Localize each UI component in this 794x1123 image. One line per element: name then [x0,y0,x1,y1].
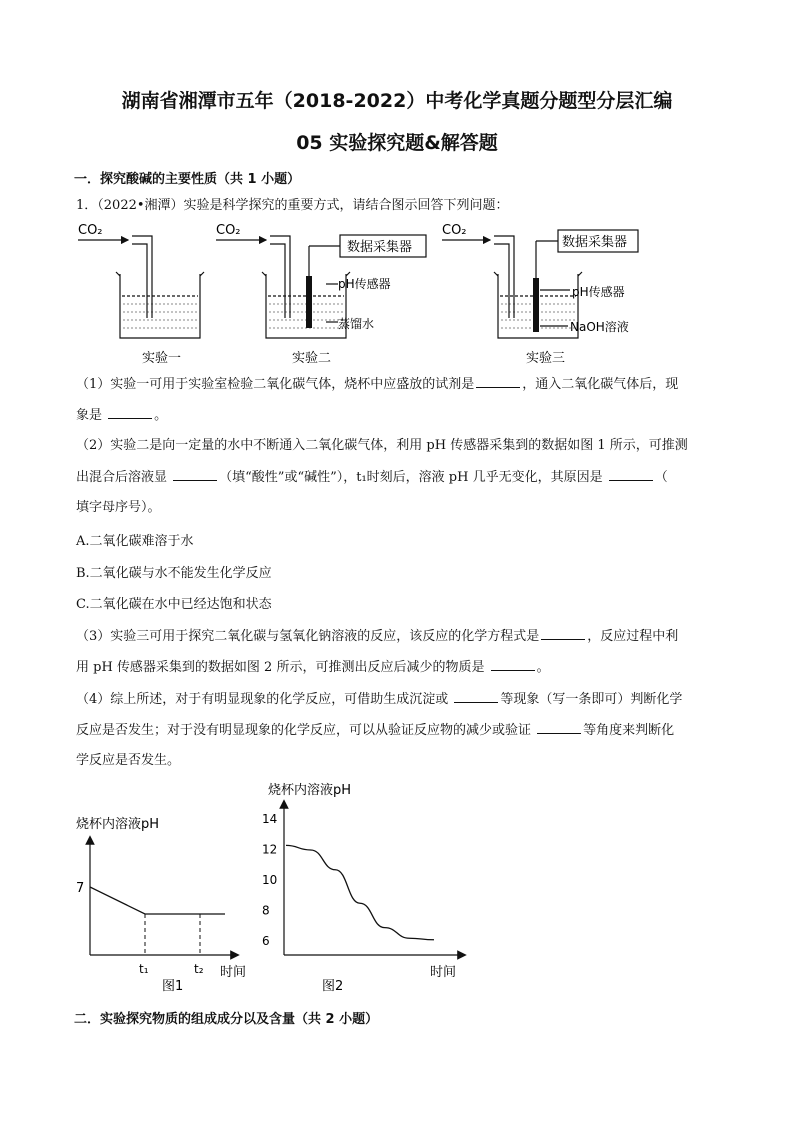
q1-text-c: 象是 [76,408,103,423]
q3-text-d: 。 [536,660,550,675]
fig2-ylabel: 烧杯内溶液pH [268,783,352,798]
fig2-series-line [286,845,434,939]
fig1-ylabel: 烧杯内溶液pH [76,817,160,832]
option-c: C.二氧化碳在水中已经达饱和状态 [76,597,272,612]
q2-text-b: 出混合后溶液显 [76,470,168,485]
fig2-ytick-label: 14 [262,812,278,826]
experiment-2-label: 实验二 [292,351,332,366]
q1-line1 [76,376,722,393]
fig2-xlabel: 时间 [430,965,457,980]
q3-text-a: （3）实验三可用于探究二氧化碳与氢氧化钠溶液的反应，该反应的化学方程式是 [76,629,540,644]
q1-blank-1[interactable] [476,376,520,388]
experiment-3-label: 实验三 [526,351,566,366]
ph-sensor-label-2: pH传感器 [338,277,391,291]
fig2-ytick-label: 12 [262,842,278,857]
option-b: B.二氧化碳与水不能发生化学反应 [76,566,272,581]
data-collector-label-3: 数据采集器 [562,235,628,250]
q4-text-d: 等角度来判断化 [583,723,675,738]
q1-line2 [76,407,722,424]
q2-line3: 填字母序号）。 [76,500,161,515]
q4-blank-2[interactable] [537,722,581,734]
q3-text-b: ，反应过程中利 [587,629,679,644]
q4-line3: 学反应是否发生。 [76,753,181,768]
q4-text-c: 反应是否发生；对于没有明显现象的化学反应，可以从验证反应物的减少或验证 [76,723,532,738]
q1-blank-2[interactable] [108,407,152,419]
option-a: A.二氧化碳难溶于水 [76,534,194,549]
q4-line2 [76,722,722,739]
co2-label-2: CO₂ [216,223,241,238]
q3-line2 [76,659,722,676]
co2-label-1: CO₂ [78,223,103,238]
section-heading-1: 一．探究酸碱的主要性质（共 1 小题） [74,172,301,187]
q2-blank-1[interactable] [173,469,217,481]
co2-label-3: CO₂ [442,223,467,238]
fig2-ytick-label: 10 [262,872,278,887]
experiment-1-label: 实验一 [142,351,182,366]
q4-line1 [76,691,722,708]
q3-text-c: 用 pH 传感器采集到的数据如图 2 所示，可推测出反应后减少的物质是 [76,660,485,675]
data-collector-label-2: 数据采集器 [347,240,413,255]
q2-blank-2[interactable] [609,469,653,481]
question-intro: 1．（2022•湘潭）实验是科学探究的重要方式，请结合图示回答下列问题： [76,198,509,213]
fig2-ytick-label: 8 [262,903,270,918]
fig1-xtick-t2: t₂ [194,962,204,976]
page-title: 湖南省湘潭市五年（2018-2022）中考化学真题分题型分层汇编 [121,90,673,112]
figure-2-chart [262,778,472,998]
q3-line1 [76,628,722,645]
apparatus-figure [70,218,670,368]
fig2-ytick-label: 6 [262,933,270,948]
ph-sensor-2 [306,276,312,328]
figure-1-chart [70,810,260,1000]
ph-sensor-3 [533,278,539,332]
fig2-title: 图2 [322,979,344,994]
q4-text-b: 等现象（写一条即可）判断化学 [500,692,683,707]
page-subtitle: 05 实验探究题&解答题 [296,132,498,154]
section-heading-2: 二．实验探究物质的组成成分以及含量（共 2 小题） [74,1012,379,1027]
q1-text-b: ，通入二氧化碳气体后，现 [522,377,679,392]
q4-text-a: （4）综上所述，对于有明显现象的化学反应，可借助生成沉淀或 [76,692,449,707]
q1-text-a: （1）实验一可用于实验室检验二氧化碳气体，烧杯中应盛放的试剂是 [76,377,475,392]
q3-blank-2[interactable] [491,659,535,671]
distilled-water-label: 蒸馏水 [338,317,375,331]
naoh-solution-label: NaOH溶液 [570,320,629,334]
q2-line2 [76,469,722,486]
fig1-ytick-label: 7 [76,881,85,896]
ph-sensor-label-3: pH传感器 [572,285,625,299]
fig1-series-line [90,887,225,914]
q1-text-d: 。 [154,408,168,423]
fig1-xlabel: 时间 [220,965,247,980]
q2-text-d: （ [654,470,668,485]
q4-blank-1[interactable] [454,691,498,703]
fig1-title: 图1 [162,979,184,994]
q2-line1: （2）实验二是向一定量的水中不断通入二氧化碳气体，利用 pH 传感器采集到的数据如图 1 所示，可推测 [76,438,688,453]
q2-text-c: （填“酸性”或“碱性”），t₁时刻后，溶液 pH 几乎无变化，其原因是 [219,470,603,485]
fig1-xtick-t1: t₁ [139,962,149,976]
q3-blank-1[interactable] [541,628,585,640]
